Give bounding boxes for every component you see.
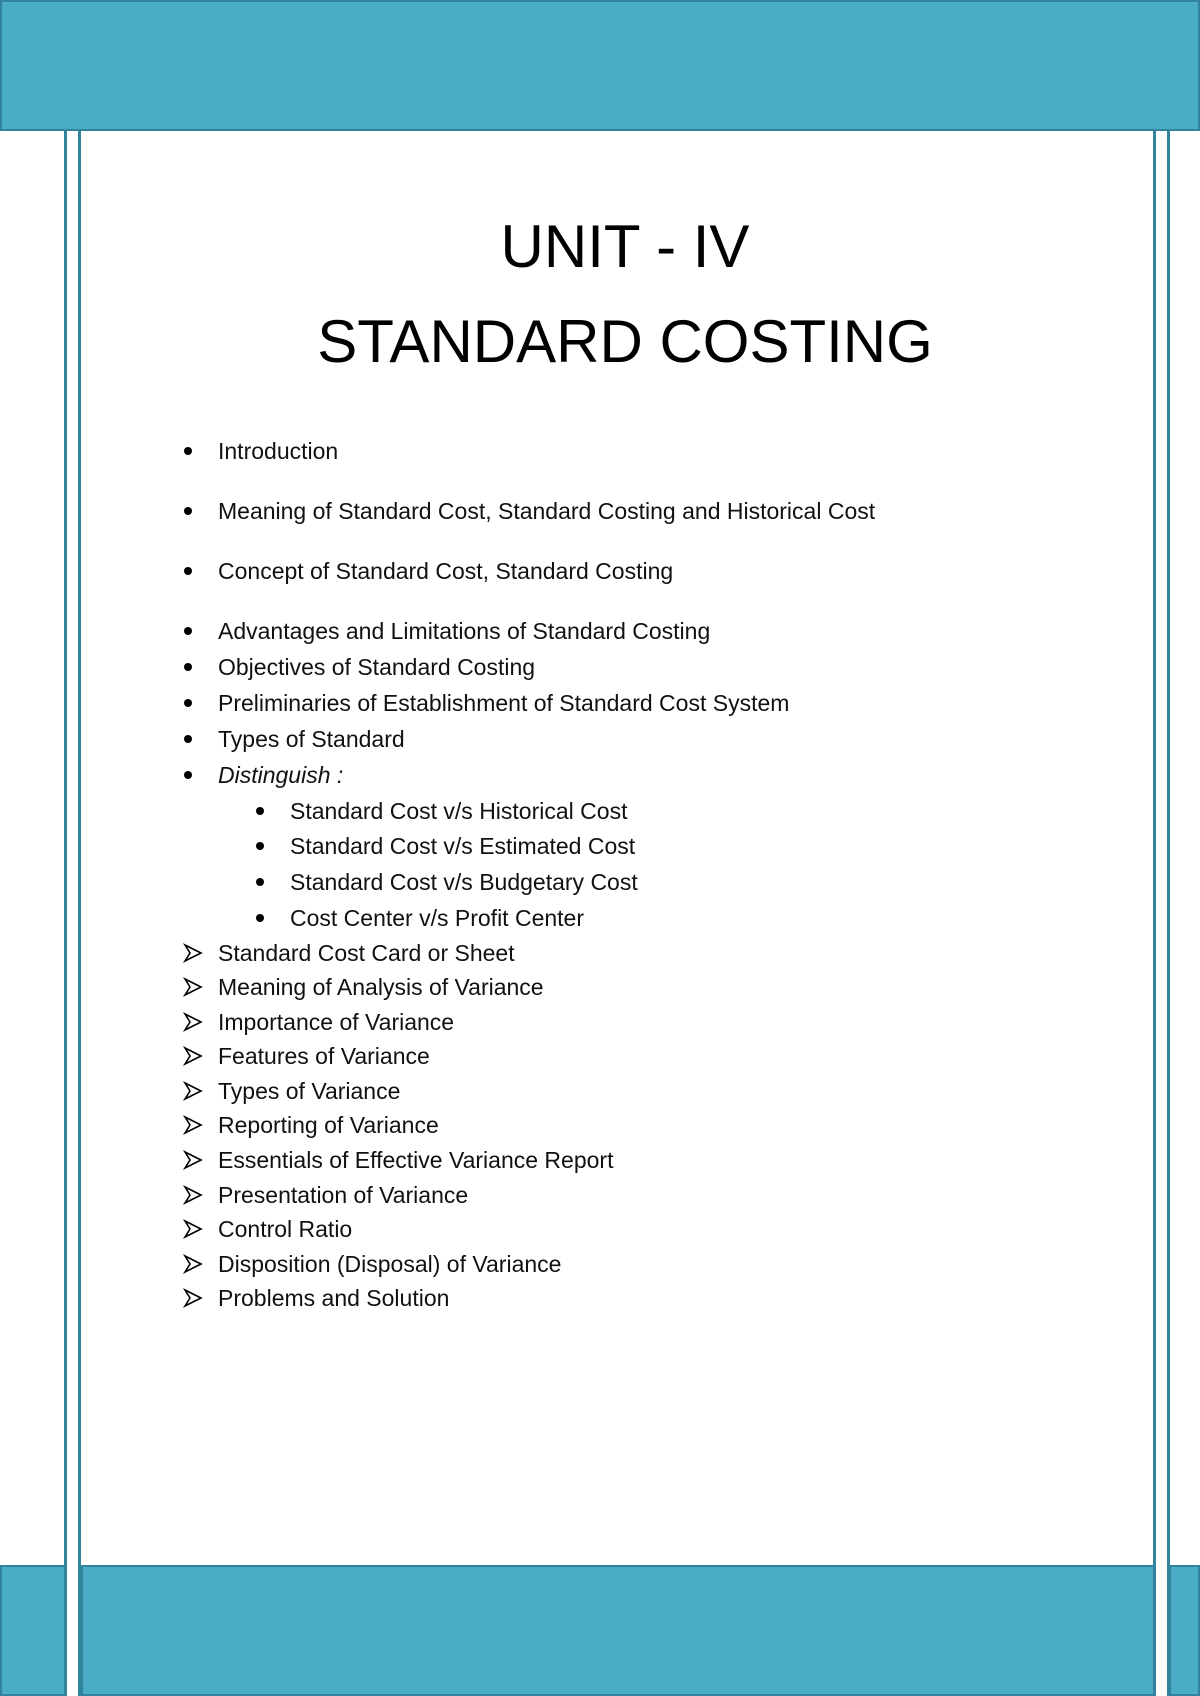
list-item-label: Standard Cost v/s Budgetary Cost xyxy=(290,869,638,895)
list-item-label: Standard Cost v/s Historical Cost xyxy=(290,798,628,824)
list-item-label: Problems and Solution xyxy=(218,1285,450,1311)
list-item xyxy=(0,973,1200,1001)
sub-list-item xyxy=(0,797,1200,825)
list-item xyxy=(0,1111,1200,1139)
list-item xyxy=(0,617,1200,645)
list-item-label: Importance of Variance xyxy=(218,1009,455,1035)
bullet-icon xyxy=(256,842,264,850)
list-item xyxy=(0,689,1200,717)
arrow-bullet-icon xyxy=(183,1012,203,1032)
bullet-icon xyxy=(256,914,264,922)
bullet-icon xyxy=(256,807,264,815)
unit-heading: UNIT - IV xyxy=(500,213,750,280)
list-item-label: Meaning of Analysis of Variance xyxy=(218,974,544,1000)
list-item-label: Objectives of Standard Costing xyxy=(218,654,536,680)
list-item-label: Concept of Standard Cost, Standard Costing xyxy=(218,558,674,584)
arrow-bullet-icon xyxy=(183,1150,203,1170)
list-item-label: Standard Cost v/s Estimated Cost xyxy=(290,833,636,859)
arrow-bullet-icon xyxy=(183,1115,203,1135)
sub-list-item xyxy=(0,832,1200,860)
bottom-band-right xyxy=(1169,1565,1200,1696)
list-item-label: Advantages and Limitations of Standard Costing xyxy=(218,618,711,644)
arrow-bullet-icon xyxy=(183,1185,203,1205)
bullet-icon xyxy=(184,771,192,779)
list-item-label: Disposition (Disposal) of Variance xyxy=(218,1251,562,1277)
list-item xyxy=(0,1181,1200,1209)
list-item xyxy=(0,437,1200,465)
bullet-icon xyxy=(184,663,192,671)
list-item xyxy=(0,1250,1200,1278)
list-item-label: Standard Cost Card or Sheet xyxy=(218,940,515,966)
list-item xyxy=(0,725,1200,753)
list-item-label: Control Ratio xyxy=(218,1216,353,1242)
bullet-icon xyxy=(256,878,264,886)
list-item xyxy=(0,497,1200,525)
list-item xyxy=(0,1284,1200,1312)
list-item-label: Introduction xyxy=(218,438,339,464)
arrow-bullet-icon xyxy=(183,943,203,963)
list-item-label: Presentation of Variance xyxy=(218,1182,469,1208)
list-item xyxy=(0,1042,1200,1070)
bullet-icon xyxy=(184,447,192,455)
list-item-label: Cost Center v/s Profit Center xyxy=(290,905,584,931)
list-item xyxy=(0,939,1200,967)
arrow-bullet-icon xyxy=(183,1288,203,1308)
list-item xyxy=(0,1146,1200,1174)
bullet-icon xyxy=(184,735,192,743)
list-item-label: Distinguish : xyxy=(218,762,344,788)
bullet-icon xyxy=(184,507,192,515)
top-band xyxy=(0,0,1200,131)
bullet-icon xyxy=(184,699,192,707)
list-item-label: Meaning of Standard Cost, Standard Costing and Historical Cost xyxy=(218,498,876,524)
sub-list-item xyxy=(0,868,1200,896)
list-item-label: Essentials of Effective Variance Report xyxy=(218,1147,614,1173)
arrow-bullet-icon xyxy=(183,1046,203,1066)
list-item xyxy=(0,761,1200,789)
list-item-label: Types of Standard xyxy=(218,726,405,752)
arrow-bullet-icon xyxy=(183,977,203,997)
bullet-icon xyxy=(184,627,192,635)
list-item-label: Features of Variance xyxy=(218,1043,430,1069)
list-item-label: Types of Variance xyxy=(218,1078,401,1104)
sub-list-item xyxy=(0,904,1200,932)
page-title: STANDARD COSTING xyxy=(317,308,933,375)
list-item xyxy=(0,653,1200,681)
bullet-icon xyxy=(184,567,192,575)
arrow-bullet-icon xyxy=(183,1081,203,1101)
list-item xyxy=(0,557,1200,585)
list-item xyxy=(0,1077,1200,1105)
list-item xyxy=(0,1008,1200,1036)
arrow-bullet-icon xyxy=(183,1219,203,1239)
arrow-bullet-icon xyxy=(183,1254,203,1274)
list-item xyxy=(0,1215,1200,1243)
list-item-label: Preliminaries of Establishment of Standard Cost System xyxy=(218,690,790,716)
bottom-band-left xyxy=(0,1565,67,1696)
bottom-band-center xyxy=(81,1565,1155,1696)
list-item-label: Reporting of Variance xyxy=(218,1112,439,1138)
